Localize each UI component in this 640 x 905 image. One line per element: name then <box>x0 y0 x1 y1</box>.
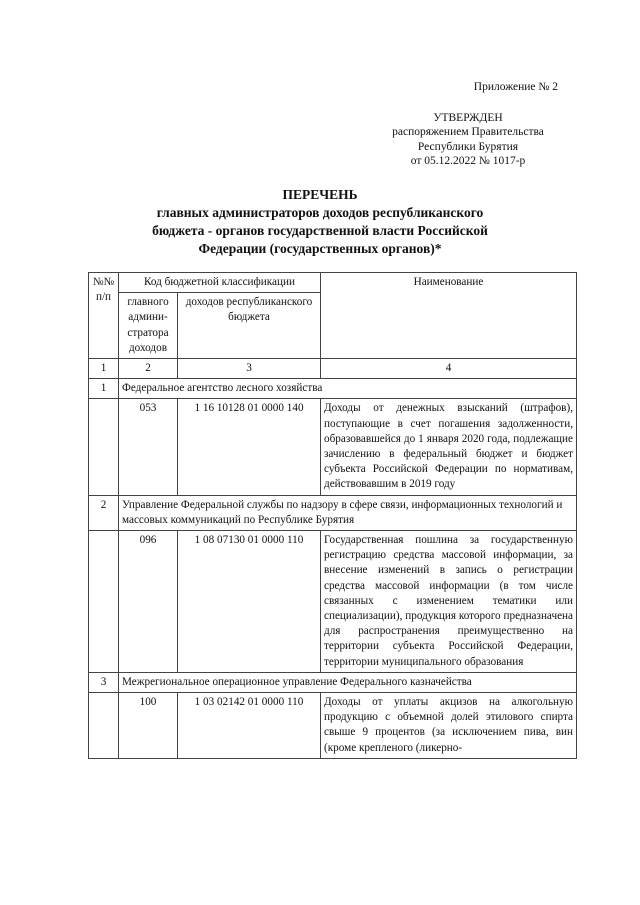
column-number: 4 <box>321 359 577 379</box>
admin-code: 100 <box>119 693 178 759</box>
group-number: 3 <box>89 672 119 692</box>
table-row <box>89 531 577 673</box>
title-line-1: ПЕРЕЧЕНЬ <box>282 187 358 202</box>
table-row <box>89 399 577 495</box>
column-number: 3 <box>178 359 321 379</box>
annex-label: Приложение № 2 <box>473 81 558 93</box>
income-code: 1 16 10128 01 0000 140 <box>178 399 321 495</box>
admin-code: 096 <box>119 531 178 673</box>
table-row <box>89 693 577 759</box>
header-num: №№ п/п <box>89 273 119 359</box>
approved-republic: Республики Бурятия <box>417 140 519 153</box>
header-income: доходов республиканского бюджета <box>178 293 321 359</box>
group-row <box>89 495 577 530</box>
column-number: 2 <box>119 359 178 379</box>
title-line-4: Федерации (государственных органов)* <box>198 241 442 256</box>
approved-label: УТВЕРЖДЕН <box>433 111 503 124</box>
empty-cell <box>89 693 119 759</box>
income-code: 1 03 02142 01 0000 110 <box>178 693 321 759</box>
approval-date-number: от 05.12.2022 № 1017-р <box>410 155 526 167</box>
group-title: Федеральное агентство лесного хозяйства <box>119 379 577 399</box>
document-title <box>0 186 640 258</box>
approved-by: распоряжением Правительства <box>392 126 544 138</box>
group-row <box>89 379 577 399</box>
title-line-3: бюджета - органов государственной власти Российской <box>152 223 488 238</box>
approval-block <box>378 80 558 169</box>
header-admin: главного админи-стратора доходов <box>119 293 178 359</box>
header-code: Код бюджетной классификации <box>119 273 321 293</box>
budget-table <box>88 272 577 759</box>
income-name: Доходы от денежных взысканий (штрафов), поступающие в счет погашения задолженности, образовавшейся до 1 января 2020 года, подлежащие зачислению в федеральный бюджет и бюджет субъекта Российской Федерации по нормативам, действовавшим в 2019 году <box>321 399 577 495</box>
income-code: 1 08 07130 01 0000 110 <box>178 531 321 673</box>
income-name: Доходы от уплаты акцизов на алкогольную продукцию с объемной долей этилового спирта свыше 9 процентов (за исключением пива, вин (кроме крепленого (ликерно- <box>321 693 577 759</box>
group-title: Управление Федеральной службы по надзору в сфере связи, информационных технологий и массовых коммуникаций по Республике Бурятия <box>119 495 577 530</box>
group-number: 1 <box>89 379 119 399</box>
header-name: Наименование <box>321 273 577 359</box>
column-number-row <box>89 359 577 379</box>
group-number: 2 <box>89 495 119 530</box>
empty-cell <box>89 399 119 495</box>
table-header-row <box>89 273 577 293</box>
column-number: 1 <box>89 359 119 379</box>
title-line-2: главных администраторов доходов республиканского <box>156 205 484 220</box>
empty-cell <box>89 531 119 673</box>
group-title: Межрегиональное операционное управление Федерального казначейства <box>119 672 577 692</box>
income-name: Государственная пошлина за государственную регистрацию средства массовой информации, за внесение изменений в запись о регистрации средства массовой информации (в том числе связанных с изменением тематики или специализации), продукция которого предназначена для распространения преимущественно на территории субъекта Российской Федерации, территории муниципального образования <box>321 531 577 673</box>
admin-code: 053 <box>119 399 178 495</box>
group-row <box>89 672 577 692</box>
